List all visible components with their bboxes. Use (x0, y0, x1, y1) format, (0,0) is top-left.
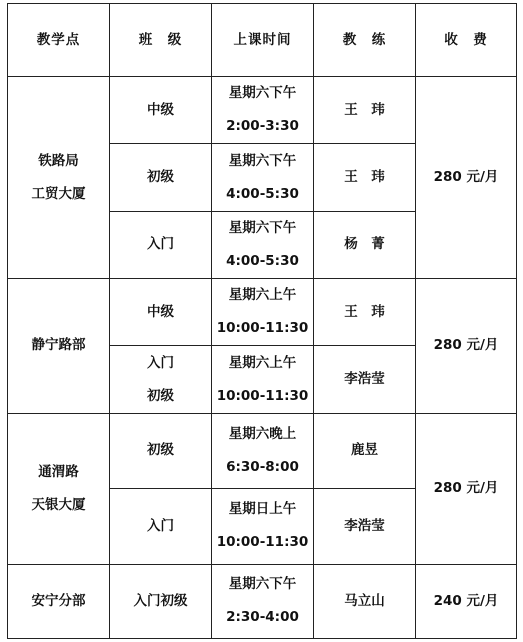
location-cell (8, 77, 110, 279)
time-range: 4:00-5:30 (226, 252, 299, 269)
class-level: 入门 (147, 354, 174, 371)
class-level-cell (110, 489, 212, 564)
time-range: 2:30-4:00 (226, 609, 299, 626)
fee-cell: 280 元/月 (416, 413, 517, 564)
time-cell (212, 346, 314, 413)
time-cell (212, 413, 314, 488)
time-range: 10:00-11:30 (216, 320, 309, 337)
class-level-cell (110, 564, 212, 638)
location-cell (8, 279, 110, 414)
time-cell (212, 279, 314, 346)
fee-cell: 280 元/月 (416, 279, 517, 414)
class-level-cell (110, 346, 212, 413)
location-cell (8, 413, 110, 564)
time-cell (212, 77, 314, 144)
table-row (8, 564, 517, 638)
coach-cell: 鹿昱 (314, 413, 416, 488)
time-day: 星期日上午 (228, 501, 297, 518)
header-fee: 收 费 (416, 4, 517, 77)
header-class: 班 级 (110, 4, 212, 77)
time-day: 星期六下午 (228, 219, 297, 236)
header-row (8, 4, 517, 77)
class-level: 入门初级 (133, 592, 188, 609)
class-level: 入门 (147, 517, 174, 534)
class-level: 中级 (147, 303, 174, 320)
location-name-line: 工贸大厦 (31, 185, 86, 202)
class-level-cell (110, 211, 212, 278)
location-name-line: 铁路局 (38, 152, 79, 169)
class-level: 中级 (147, 101, 174, 118)
header-coach: 教 练 (314, 4, 416, 77)
time-range: 6:30-8:00 (226, 458, 299, 475)
coach-cell: 王 玮 (314, 279, 416, 346)
time-cell (212, 211, 314, 278)
time-day: 星期六上午 (228, 287, 297, 304)
time-day: 星期六下午 (228, 85, 297, 102)
coach-cell: 王 玮 (314, 144, 416, 211)
location-name-line: 静宁路部 (31, 337, 86, 354)
time-day: 星期六晚上 (228, 425, 297, 442)
table-row (8, 77, 517, 144)
location-name-line: 天银大厦 (31, 496, 86, 513)
time-day: 星期六上午 (228, 354, 297, 371)
table-row (8, 413, 517, 488)
coach-cell: 杨 菁 (314, 211, 416, 278)
coach-cell: 王 玮 (314, 77, 416, 144)
class-level-cell (110, 279, 212, 346)
location-name-line: 安宁分部 (31, 592, 86, 609)
class-level-cell (110, 413, 212, 488)
time-range: 4:00-5:30 (226, 185, 299, 202)
table-row (8, 279, 517, 346)
time-range: 10:00-11:30 (216, 534, 309, 551)
class-schedule-table (7, 3, 517, 639)
coach-cell: 马立山 (314, 564, 416, 638)
time-cell (212, 564, 314, 638)
coach-cell: 李浩莹 (314, 489, 416, 564)
time-day: 星期六下午 (228, 152, 297, 169)
class-level: 初级 (147, 387, 174, 404)
class-level: 入门 (147, 236, 174, 253)
time-day: 星期六下午 (228, 576, 297, 593)
time-range: 2:00-3:30 (226, 118, 299, 135)
class-level: 初级 (147, 442, 174, 459)
location-cell (8, 564, 110, 638)
header-location: 教学点 (8, 4, 110, 77)
class-level: 初级 (147, 169, 174, 186)
coach-cell: 李浩莹 (314, 346, 416, 413)
fee-cell: 280 元/月 (416, 77, 517, 279)
time-cell (212, 144, 314, 211)
time-cell (212, 489, 314, 564)
time-range: 10:00-11:30 (216, 387, 309, 404)
location-name-line: 通渭路 (38, 463, 79, 480)
class-level-cell (110, 144, 212, 211)
fee-cell: 240 元/月 (416, 564, 517, 638)
header-time: 上课时间 (212, 4, 314, 77)
class-level-cell (110, 77, 212, 144)
